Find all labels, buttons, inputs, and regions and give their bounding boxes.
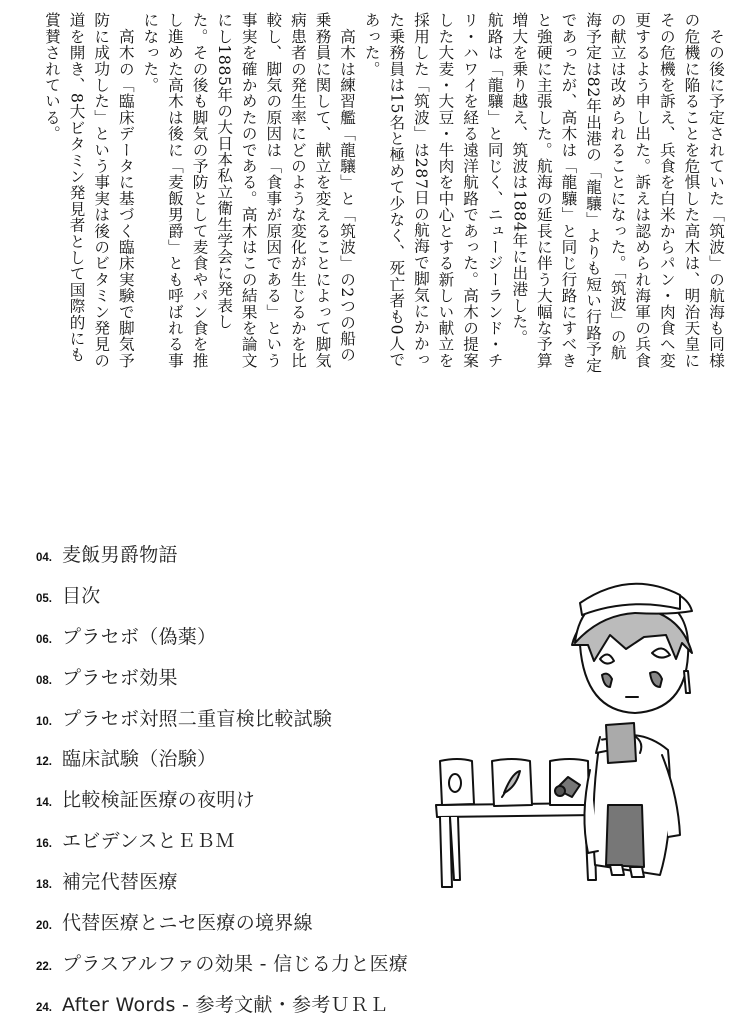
text-column: た乗務員は15名と極めて少なく、死亡者も0人で [387,12,406,368]
paragraph-1 [359,12,728,374]
text-column: になった。 [141,12,160,93]
toc-item[interactable] [36,663,456,704]
toc-page-number: 04. [36,552,52,564]
lemon-jar-icon [440,759,474,805]
text-column: の献立は改められることになった。「筑波」の航 [608,12,627,361]
toc-page-number: 16. [36,838,52,851]
text-column: 防に成功した」という事実は後のビタミン発見の [92,12,111,369]
toc-title: After Words - 参考文献・参考ＵＲＬ [62,993,389,1016]
toc-page-number: 22. [36,960,52,973]
paragraph-3 [39,12,137,369]
text-column: であったが、高木は「龍驤」と同じ行路にすべき [559,12,578,369]
text-column: した大麦・大豆・牛肉を中心とする新しい献立を [436,12,455,369]
text-column: 高木は練習艦「龍驤」と「筑波」の2つの船の [338,12,357,363]
toc-item[interactable] [36,704,456,745]
text-column: 病患者の発生率にどのような変化が生じるかを比 [288,12,307,369]
text-column: 高木の「臨床データに基づく臨床実験で脚気予 [116,12,135,369]
toc-item[interactable] [36,867,456,908]
toc-title: 麦飯男爵物語 [62,544,178,566]
text-column: その危機を訴え、兵食を白米からパン・肉食へ変 [657,12,676,369]
toc-title: プラセボ対照二重盲検比較試験 [62,707,333,730]
text-column: 航路は「龍驤」と同じく、ニュージーランド・チ [485,12,504,369]
table-of-contents [36,540,456,1031]
text-column: 増大を乗り越え、筑波は1884年に出港した。 [510,12,529,346]
toc-title: 比較検証医療の夜明け [62,789,256,812]
text-column: その後に予定されていた「筑波」の航海も同様 [707,12,725,369]
text-column: 乗務員に関して、献立を変えることによって脚気 [313,12,332,369]
toc-title: プラスアルファの効果 - 信じる力と医療 [62,952,409,975]
toc-item[interactable] [36,540,456,581]
text-column: の危機に陥ることを危惧した高木は、明治天皇に [682,12,701,369]
toc-page-number: 06. [36,633,52,646]
toc-item[interactable] [36,622,456,663]
text-column: と強硬に主張した。航海の延長に伴う大幅な予算 [534,12,553,369]
text-column: あった。 [362,12,381,77]
text-column: にし1885年の大日本私立衛生学会に発表し [215,12,234,330]
toc-title: プラセボ効果 [62,666,178,689]
toc-item[interactable] [36,908,456,949]
text-column: リ・ハワイを経る遠洋航路であった。高木の提案 [461,12,480,369]
leaf-jar-icon [492,759,532,806]
toc-title: プラセボ（偽薬） [62,625,217,648]
toc-title: 補完代替医療 [62,871,178,894]
toc-page-number: 14. [36,797,52,810]
doctor-head-icon [572,584,692,713]
meat-jar-icon [550,759,589,805]
toc-item[interactable] [36,826,456,867]
toc-page-number: 24. [36,1001,52,1014]
toc-item[interactable] [36,949,456,990]
toc-page-number: 20. [36,920,52,933]
text-column: し進めた高木は後に「麦飯男爵」とも呼ばれる事 [165,12,184,369]
text-column: 採用した「筑波」は287日の航海で脚気にかかっ [411,12,430,368]
toc-title: 目次 [62,584,101,607]
toc-item[interactable] [36,581,456,622]
text-column: 賞賛されている。 [42,12,61,142]
toc-item[interactable] [36,785,456,826]
text-column: 更するよう申し出た。訴えは認められ海軍の兵食 [633,12,652,369]
doctor-illustration [430,575,710,905]
toc-page-number: 12. [36,756,52,769]
toc-item[interactable] [36,744,456,785]
vertical-body-text [28,12,728,374]
toc-page-number: 18. [36,879,52,892]
toc-title: 臨床試験（治験） [62,748,217,771]
text-column: 道を開き、8大ビタミン発見者として国際的にも [67,12,86,363]
toc-page-number: 05. [36,592,52,605]
toc-page-number: 10. [36,715,52,728]
toc-page-number: 08. [36,674,52,687]
text-column: た。その後も脚気の予防として麦食やパン食を推 [190,12,209,369]
toc-item[interactable] [36,990,456,1031]
toc-title: 代替医療とニセ医療の境界線 [62,912,313,935]
table-icon [436,803,596,887]
text-column: 較し、脚気の原因は「食事が原因である」という [264,12,283,369]
toc-title: エビデンスとＥＢＭ [62,830,235,853]
text-column: 事実を確かめたのである。高木はこの結果を論文 [239,12,258,369]
paragraph-2 [138,12,359,369]
text-column: 海予定は82年出港の「龍驤」よりも短い行路予定 [584,12,603,374]
